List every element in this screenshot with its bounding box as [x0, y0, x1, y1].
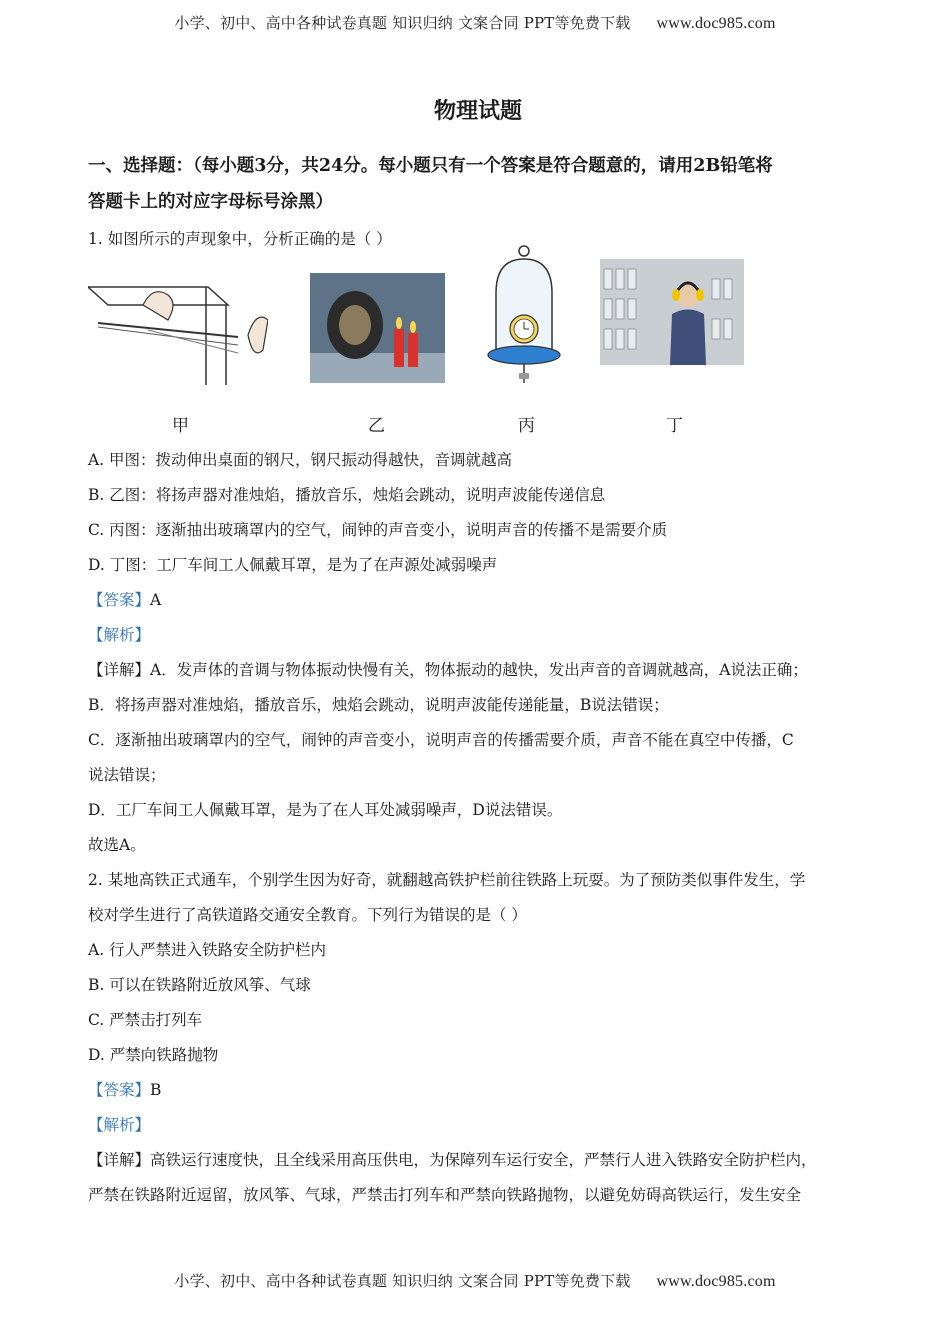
figure-ruler-desk — [88, 275, 268, 385]
figure-label-yi: 乙 — [368, 416, 385, 436]
header-url[interactable]: www.doc985.com — [656, 15, 776, 32]
header-text: 小学、初中、高中各种试卷真题 知识归纳 文案合同 PPT等免费下载 — [174, 14, 631, 32]
figure-label-bing: 丙 — [518, 416, 535, 436]
figure-speaker-candles — [310, 273, 445, 383]
detail-tag: 【详解】 — [88, 1151, 151, 1169]
q1-detail-line5: D．工厂车间工人佩戴耳罩，是为了在人耳处减弱噪声，D说法错误。 — [88, 801, 563, 819]
q2-option-c: C. 严禁击打列车 — [88, 1011, 203, 1029]
answer-tag: 【答案】 — [88, 1081, 151, 1099]
q1-analysis-tag: 【解析】 — [88, 626, 151, 644]
footer-url[interactable]: www.doc985.com — [656, 1273, 776, 1290]
q1-detail-line3: C．逐渐抽出玻璃罩内的空气，闹钟的声音变小，说明声音的传播需要介质，声音不能在真空中传播，C — [88, 731, 794, 749]
q1-detail-line1 — [88, 653, 868, 688]
figure-label-jia: 甲 — [172, 416, 189, 436]
q2-answer — [88, 1073, 868, 1108]
figure-bell-jar-clock — [484, 243, 564, 393]
footer-text: 小学、初中、高中各种试卷真题 知识归纳 文案合同 PPT等免费下载 — [174, 1272, 631, 1290]
q2-detail-line1 — [88, 1143, 868, 1178]
q2-option-b: B. 可以在铁路附近放风筝、气球 — [88, 976, 311, 994]
q1-detail-line2: B．将扬声器对准烛焰，播放音乐，烛焰会跳动，说明声波能传递能量，B说法错误； — [88, 696, 669, 714]
q2-stem-line2: 校对学生进行了高铁道路交通安全教育。下列行为错误的是（ ） — [88, 906, 527, 924]
detail-tag: 【详解】 — [88, 661, 151, 679]
q2-analysis-tag: 【解析】 — [88, 1116, 151, 1134]
answer-value: B — [150, 1081, 162, 1099]
answer-tag: 【答案】 — [88, 591, 151, 609]
page-header — [0, 12, 950, 33]
q1-option-c: C. 丙图：逐渐抽出玻璃罩内的空气，闹钟的声音变小，说明声音的传播不是需要介质 — [88, 521, 668, 539]
figure-label-ding: 丁 — [666, 416, 683, 436]
q1-option-d: D. 丁图：工厂车间工人佩戴耳罩，是为了在声源处减弱噪声 — [88, 556, 498, 574]
q1-answer — [88, 583, 868, 618]
q2-detail-line2: 严禁在铁路附近逗留，放风筝、气球，严禁击打列车和严禁向铁路抛物，以避免妨碍高铁运行，发生安全 — [88, 1186, 802, 1204]
section-heading-line2: 答题卡上的对应字母标号涂黑） — [88, 192, 333, 212]
page-title: 物理试题 — [433, 98, 522, 124]
q1-option-a: A. 甲图：拨动伸出桌面的钢尺，钢尺振动得越快，音调就越高 — [88, 451, 513, 469]
q1-detail-line4: 说法错误； — [88, 766, 166, 784]
figure-factory-worker — [600, 259, 744, 365]
detail-text: 高铁运行速度快，且全线采用高压供电，为保障列车运行安全，严禁行人进入铁路安全防护栏内， — [150, 1151, 817, 1169]
q2-option-a: A. 行人严禁进入铁路安全防护栏内 — [88, 941, 327, 959]
q1-detail-line6: 故选A。 — [88, 836, 146, 854]
document-body — [88, 96, 868, 1213]
q1-option-b: B. 乙图：将扬声器对准烛焰，播放音乐，烛焰会跳动，说明声波能传递信息 — [88, 486, 606, 504]
page-footer — [0, 1270, 950, 1291]
detail-text: A．发声体的音调与物体振动快慢有关，物体振动的越快，发出声音的音调就越高，A说法正确； — [150, 661, 808, 679]
q1-stem: 1. 如图所示的声现象中，分析正确的是（ ） — [88, 230, 392, 248]
q2-option-d: D. 严禁向铁路抛物 — [88, 1046, 219, 1064]
q2-stem-line1: 2. 某地高铁正式通车，个别学生因为好奇，就翻越高铁护栏前往铁路上玩耍。为了预防类似事件发生，学 — [88, 871, 806, 889]
q1-figures — [88, 263, 868, 443]
answer-value: A — [150, 591, 162, 609]
section-heading-line1: 一、选择题：（每小题3分，共24分。每小题只有一个答案是符合题意的，请用2B铅笔将 — [88, 156, 773, 176]
